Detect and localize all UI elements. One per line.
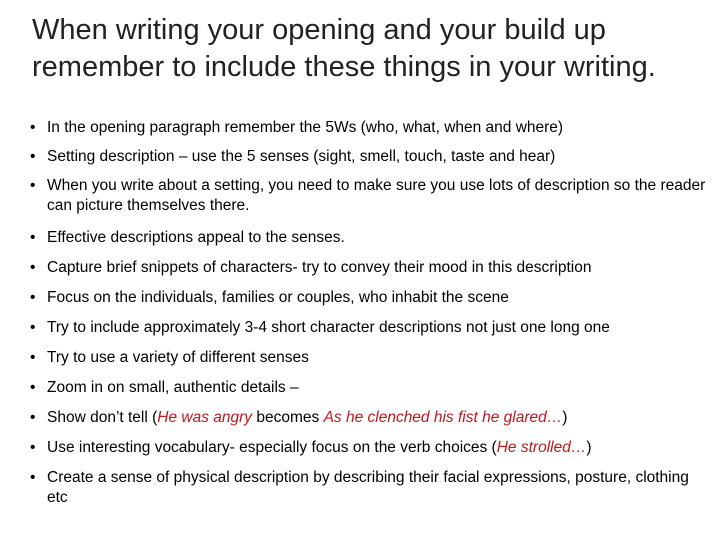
bullet-vocabulary: [30, 438, 710, 458]
vocabulary-example: He strolled…: [496, 439, 587, 456]
example-after: As he clenched his fist he glared…: [323, 409, 563, 426]
example-before: He was angry: [157, 409, 253, 426]
bullet-show-dont-tell: [30, 408, 710, 428]
bullet-effective-descriptions: • Effective descriptions appeal to the senses.: [30, 228, 710, 248]
bullet-capture-characters: • Capture brief snippets of characters- try to convey their mood in this description: [30, 258, 710, 278]
slide-title: [32, 12, 702, 86]
title-line-1: When writing your opening and your build up: [32, 14, 606, 46]
show-dont-tell-middle: becomes: [252, 409, 324, 426]
bullet-variety-senses: • Try to use a variety of different senses: [30, 348, 710, 368]
bullet-setting-senses: • Setting description – use the 5 senses (sight, smell, touch, taste and hear): [30, 147, 710, 167]
bullet-setting-description: • When you write about a setting, you need to make sure you use lots of description so the reader can picture themselves there.: [30, 176, 710, 216]
show-dont-tell-prefix: Show don’t tell (: [47, 409, 158, 426]
bullet-physical-description: • Create a sense of physical description by describing their facial expressions, posture, clothing etc: [30, 468, 710, 508]
bullet-list: [30, 118, 710, 508]
title-line-2: remember to include these things in your writing.: [32, 51, 656, 83]
bullet-5ws: • In the opening paragraph remember the 5Ws (who, what, when and where): [30, 118, 710, 138]
vocabulary-prefix: Use interesting vocabulary- especially focus on the verb choices (: [47, 439, 497, 456]
vocabulary-suffix: ): [586, 439, 592, 456]
show-dont-tell-suffix: ): [562, 409, 568, 426]
bullet-focus-individuals: • Focus on the individuals, families or couples, who inhabit the scene: [30, 288, 710, 308]
bullet-zoom-details: • Zoom in on small, authentic details –: [30, 378, 710, 398]
bullet-character-descriptions: • Try to include approximately 3-4 short character descriptions not just one long one: [30, 318, 710, 338]
